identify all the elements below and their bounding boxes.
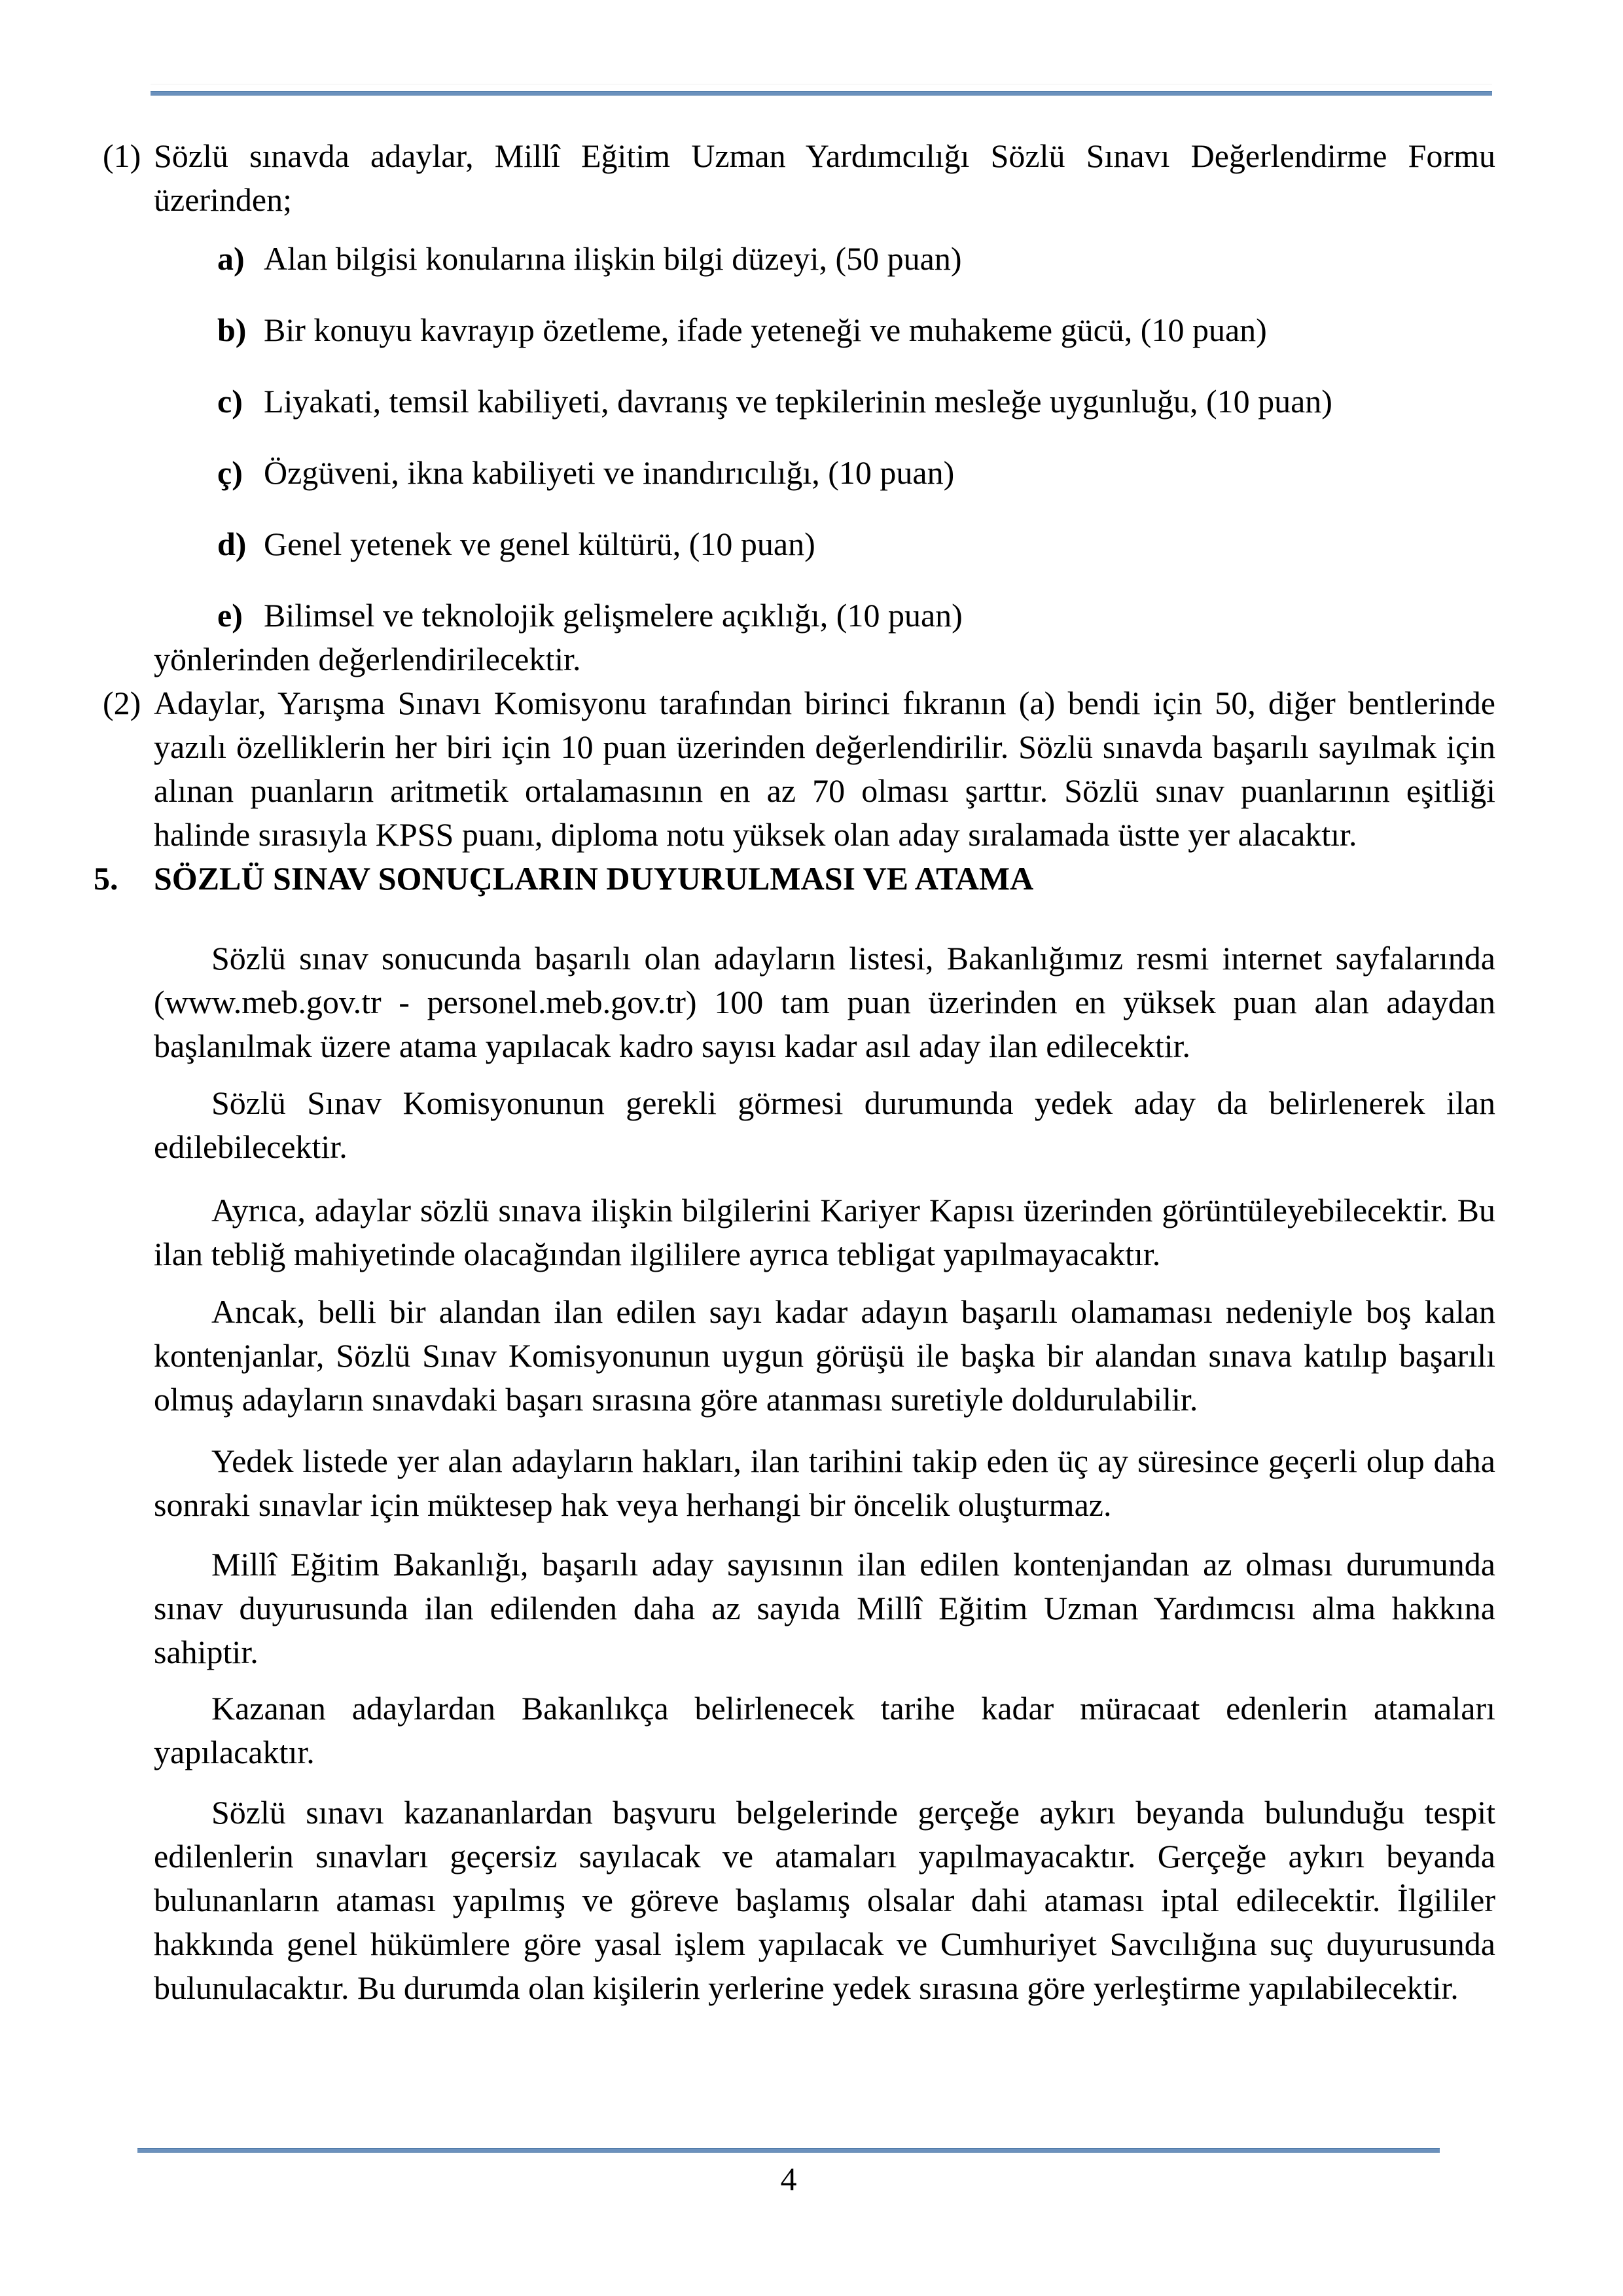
footer-divider: [137, 2148, 1440, 2153]
paragraph-vacant-quotas: Ancak, belli bir alandan ilan edilen sayı kadar adayın başarılı olamaması nedeniyle boş kalan kontenjanlar, Sözlü Sınav Komisyonunun uygun görüşü ile başka bir alandan sınava katılıp başarılı olmuş adayların sınavdaki başarı sırasına göre atanması suretiyle doldurulabilir.: [154, 1293, 1495, 1418]
section-title: SÖZLÜ SINAV SONUÇLARIN DUYURULMASI VE ATAMA: [154, 860, 1034, 897]
clause-2: [103, 681, 1495, 857]
paragraph-false-declaration: Sözlü sınavı kazananlardan başvuru belgelerinde gerçeğe aykırı beyanda bulunduğu tespit edilenlerin sınavları geçersiz sayılacak ve atamaları yapılmayacaktır. Gerçeğe aykırı beyanda bulunanların ataması yapılmış ve göreve başlamış olsalar dahi ataması iptal edilecektir. İlgililer hakkında genel hükümlere göre yasal işlem yapılacak ve Cumhuriyet Savcılığına suç duyurusunda bulunulacaktır. Bu durumda olan kişilerin yerlerine yedek sırasına göre yerleştirme yapılabilecektir.: [154, 1794, 1495, 2006]
criterion-item-d: [217, 522, 1495, 566]
clause-1-number: (1): [103, 137, 141, 174]
criterion-label-c: c): [217, 383, 243, 420]
clause-2-number: (2): [103, 685, 141, 721]
body-paragraphs: [154, 937, 1495, 2010]
criterion-label-d: d): [217, 526, 247, 562]
criterion-item-c: [217, 380, 1495, 423]
criterion-text-cc: Özgüveni, ikna kabiliyeti ve inandırıcılığı, (10 puan): [264, 454, 955, 491]
section-heading: [94, 857, 1495, 901]
criterion-text-a: Alan bilgisi konularına ilişkin bilgi düzeyi, (50 puan): [264, 240, 962, 277]
criterion-label-b: b): [217, 312, 247, 348]
paragraph-appointments: Kazanan adaylardan Bakanlıkça belirlenecek tarihe kadar müracaat edenlerin atamaları yapılacaktır.: [154, 1690, 1495, 1770]
page-number: 4: [780, 2161, 797, 2197]
criterion-label-e: e): [217, 597, 243, 634]
criterion-item-e: [217, 594, 1495, 637]
criterion-label-a: a): [217, 240, 245, 277]
paragraph-reserve-candidates: Sözlü Sınav Komisyonunun gerekli görmesi durumunda yedek aday da belirlenerek ilan edilebilecektir.: [154, 1085, 1495, 1165]
paragraph-kariyer-kapisi: Ayrıca, adaylar sözlü sınava ilişkin bilgilerini Kariyer Kapısı üzerinden görüntüleyebilecektir. Bu ilan tebliğ mahiyetinde olacağından ilgililere ayrıca tebligat yapılmayacaktır.: [154, 1192, 1495, 1272]
clause-1-text: Sözlü sınavda adaylar, Millî Eğitim Uzman Yardımcılığı Sözlü Sınavı Değerlendirme Formu üzerinden;: [154, 137, 1495, 218]
criteria-closing: yönlerinden değerlendirilecektir.: [154, 641, 581, 677]
criterion-text-c: Liyakati, temsil kabiliyeti, davranış ve tepkilerinin mesleğe uygunluğu, (10 puan): [264, 383, 1332, 420]
section-number: 5.: [94, 860, 118, 897]
paragraph-reserve-rights: Yedek listede yer alan adayların hakları, ilan tarihini takip eden üç ay süresince geçerli olup daha sonraki sınavlar için müktesep hak veya herhangi bir öncelik oluşturmaz.: [154, 1443, 1495, 1523]
paragraph-results-list: Sözlü sınav sonucunda başarılı olan adayların listesi, Bakanlığımız resmi internet sayfalarında (www.meb.gov.tr - personel.meb.gov.tr) 100 tam puan üzerinden en yüksek puan alan adaydan başlanılmak üzere atama yapılacak kadro sayısı kadar asıl aday ilan edilecektir.: [154, 940, 1495, 1064]
criterion-text-e: Bilimsel ve teknolojik gelişmelere açıklığı, (10 puan): [264, 597, 963, 634]
clause-1: [103, 134, 1495, 222]
criterion-text-d: Genel yetenek ve genel kültürü, (10 puan): [264, 526, 815, 562]
criteria-list: [154, 237, 1495, 637]
criterion-item-b: [217, 308, 1495, 352]
criterion-item-a: [217, 237, 1495, 281]
clause-2-text: Adaylar, Yarışma Sınavı Komisyonu tarafından birinci fıkranın (a) bendi için 50, diğer bentlerinde yazılı özelliklerin her biri için 10 puan üzerinden değerlendirilir. Sözlü sınavda başarılı sayılmak için alınan puanların aritmetik ortalamasının en az 70 olması şarttır. Sözlü sınav puanlarının eşitliği halinde sırasıyla KPSS puanı, diploma notu yüksek olan aday sıralamada üstte yer alacaktır.: [154, 685, 1495, 853]
paragraph-ministry-right: Millî Eğitim Bakanlığı, başarılı aday sayısının ilan edilen kontenjandan az olması durumunda sınav duyurusunda ilan edilenden daha az sayıda Millî Eğitim Uzman Yardımcısı alma hakkına sahiptir.: [154, 1546, 1495, 1670]
criterion-label-cc: ç): [217, 454, 243, 491]
criterion-item-cc: [217, 451, 1495, 495]
criterion-text-b: Bir konuyu kavrayıp özetleme, ifade yeteneği ve muhakeme gücü, (10 puan): [264, 312, 1267, 348]
